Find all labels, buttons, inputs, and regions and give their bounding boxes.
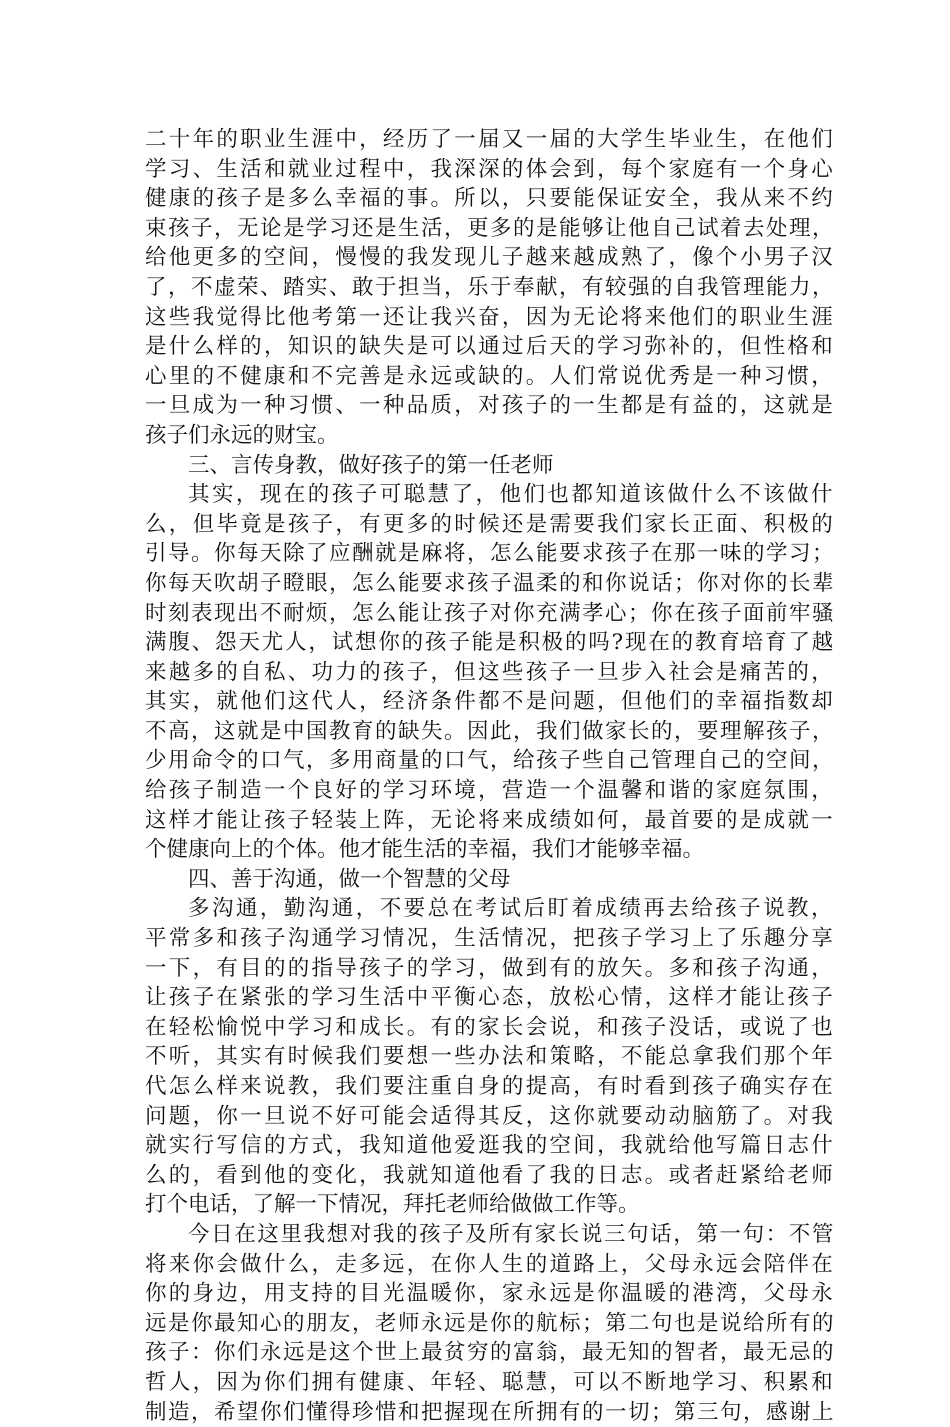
text-line: 是什么样的，知识的缺失是可以通过后天的学习弥补的，但性格和 [145, 334, 835, 360]
text-line: 了，不虚荣、踏实、敢于担当，乐于奉献，有较强的自我管理能力， [145, 274, 835, 300]
text-line: 这些我觉得比他考第一还让我兴奋，因为无论将来他们的职业生涯 [145, 304, 835, 330]
text-line: 你的身边，用支持的目光温暖你，家永远是你温暖的港湾，父母永 [145, 1281, 835, 1307]
text-line: 其实，就他们这代人，经济条件都不是问题，但他们的幸福指数却 [145, 689, 835, 715]
text-line: 远是你最知心的朋友，老师永远是你的航标；第二句也是说给所有的 [145, 1310, 835, 1336]
text-line: 代怎么样来说教，我们要注重自身的提高，有时看到孩子确实存在 [145, 1074, 835, 1099]
text-line: 少用命令的口气，多用商量的口气，给孩子些自己管理自己的空间， [145, 748, 835, 774]
text-line: 健康的孩子是多么幸福的事。所以，只要能保证安全，我从来不约 [145, 186, 835, 212]
text-line: 这样才能让孩子轻装上阵，无论将来成绩如何，最首要的是成就一 [145, 807, 835, 833]
text-line: 学习、生活和就业过程中，我深深的体会到，每个家庭有一个身心 [145, 156, 835, 182]
text-line: 制造，希望你们懂得珍惜和把握现在所拥有的一切；第三句，感谢上 [145, 1399, 835, 1425]
text-line: 在轻松愉悦中学习和成长。有的家长会说，和孩子没话，或说了也 [145, 1014, 835, 1040]
text-line: 二十年的职业生涯中，经历了一届又一届的大学生毕业生，在他们 [145, 127, 835, 152]
text-line: 时刻表现出不耐烦，怎么能让孩子对你充满孝心；你在孩子面前牢骚 [145, 600, 835, 626]
text-line: 平常多和孩子沟通学习情况，生活情况，把孩子学习上了乐趣分享 [145, 926, 835, 952]
text-line: 来越多的自私、功力的孩子，但这些孩子一旦步入社会是痛苦的， [145, 659, 835, 685]
text-line: 满腹、怨天尤人，试想你的孩子能是积极的吗?现在的教育培育了越 [145, 630, 835, 656]
text-line: 不听，其实有时候我们要想一些办法和策略，不能总拿我们那个年 [145, 1044, 835, 1070]
text-line: 不高，这就是中国教育的缺失。因此，我们做家长的，要理解孩子， [145, 718, 835, 744]
document-body [145, 125, 835, 1427]
text-line: 个健康向上的个体。他才能生活的幸福，我们才能够幸福。 [145, 837, 705, 863]
text-line: 引导。你每天除了应酬就是麻将，怎么能要求孩子在那一味的学习； [145, 541, 835, 567]
text-line: 哲人，因为你们拥有健康、年轻、聪慧，可以不断地学习、积累和 [145, 1369, 835, 1395]
text-line: 让孩子在紧张的学习生活中平衡心态，放松心情，这样才能让孩子 [145, 985, 835, 1011]
paragraph-start-line: 三、言传身教，做好孩子的第一任老师 [188, 452, 554, 478]
text-line: 问题，你一旦说不好可能会适得其反，这你就要动动脑筋了。对我 [145, 1103, 835, 1129]
text-line: 孩子：你们永远是这个世上最贫穷的富翁，最无知的智者，最无忌的 [145, 1340, 835, 1366]
text-line: 束孩子，无论是学习还是生活，更多的是能够让他自己试着去处理， [145, 215, 835, 241]
text-line: 一下，有目的的指导孩子的学习，做到有的放矢。多和孩子沟通， [145, 955, 835, 981]
text-line: 给他更多的空间，慢慢的我发现儿子越来越成熟了，像个小男子汉 [145, 245, 835, 271]
text-line: 就实行写信的方式，我知道他爱逛我的空间，我就给他写篇日志什 [145, 1133, 835, 1159]
paragraph-start-line: 多沟通，勤沟通，不要总在考试后盯着成绩再去给孩子说教， [188, 896, 835, 922]
paragraph-start-line: 其实，现在的孩子可聪慧了，他们也都知道该做什么不该做什 [188, 482, 835, 508]
paragraph-start-line: 今日在这里我想对我的孩子及所有家长说三句话，第一句：不管 [188, 1221, 835, 1247]
text-line: 么，但毕竟是孩子，有更多的时候还是需要我们家长正面、积极的 [145, 511, 835, 537]
text-line: 么的，看到他的变化，我就知道他看了我的日志。或者赶紧给老师 [145, 1162, 835, 1188]
text-line: 你每天吹胡子瞪眼，怎么能要求孩子温柔的和你说话；你对你的长辈 [145, 570, 835, 596]
text-line: 孩子们永远的财宝。 [145, 422, 339, 448]
paragraph-start-line: 四、善于沟通，做一个智慧的父母 [188, 866, 511, 892]
text-line: 一旦成为一种习惯、一种品质，对孩子的一生都是有益的，这就是 [145, 393, 835, 419]
text-line: 将来你会做什么，走多远，在你人生的道路上，父母永远会陪伴在 [145, 1251, 835, 1277]
text-line: 打个电话，了解一下情况，拜托老师给做做工作等。 [145, 1192, 640, 1218]
text-line: 给孩子制造一个良好的学习环境，营造一个温馨和谐的家庭氛围， [145, 778, 835, 804]
text-line: 心里的不健康和不完善是永远或缺的。人们常说优秀是一种习惯， [145, 363, 835, 389]
